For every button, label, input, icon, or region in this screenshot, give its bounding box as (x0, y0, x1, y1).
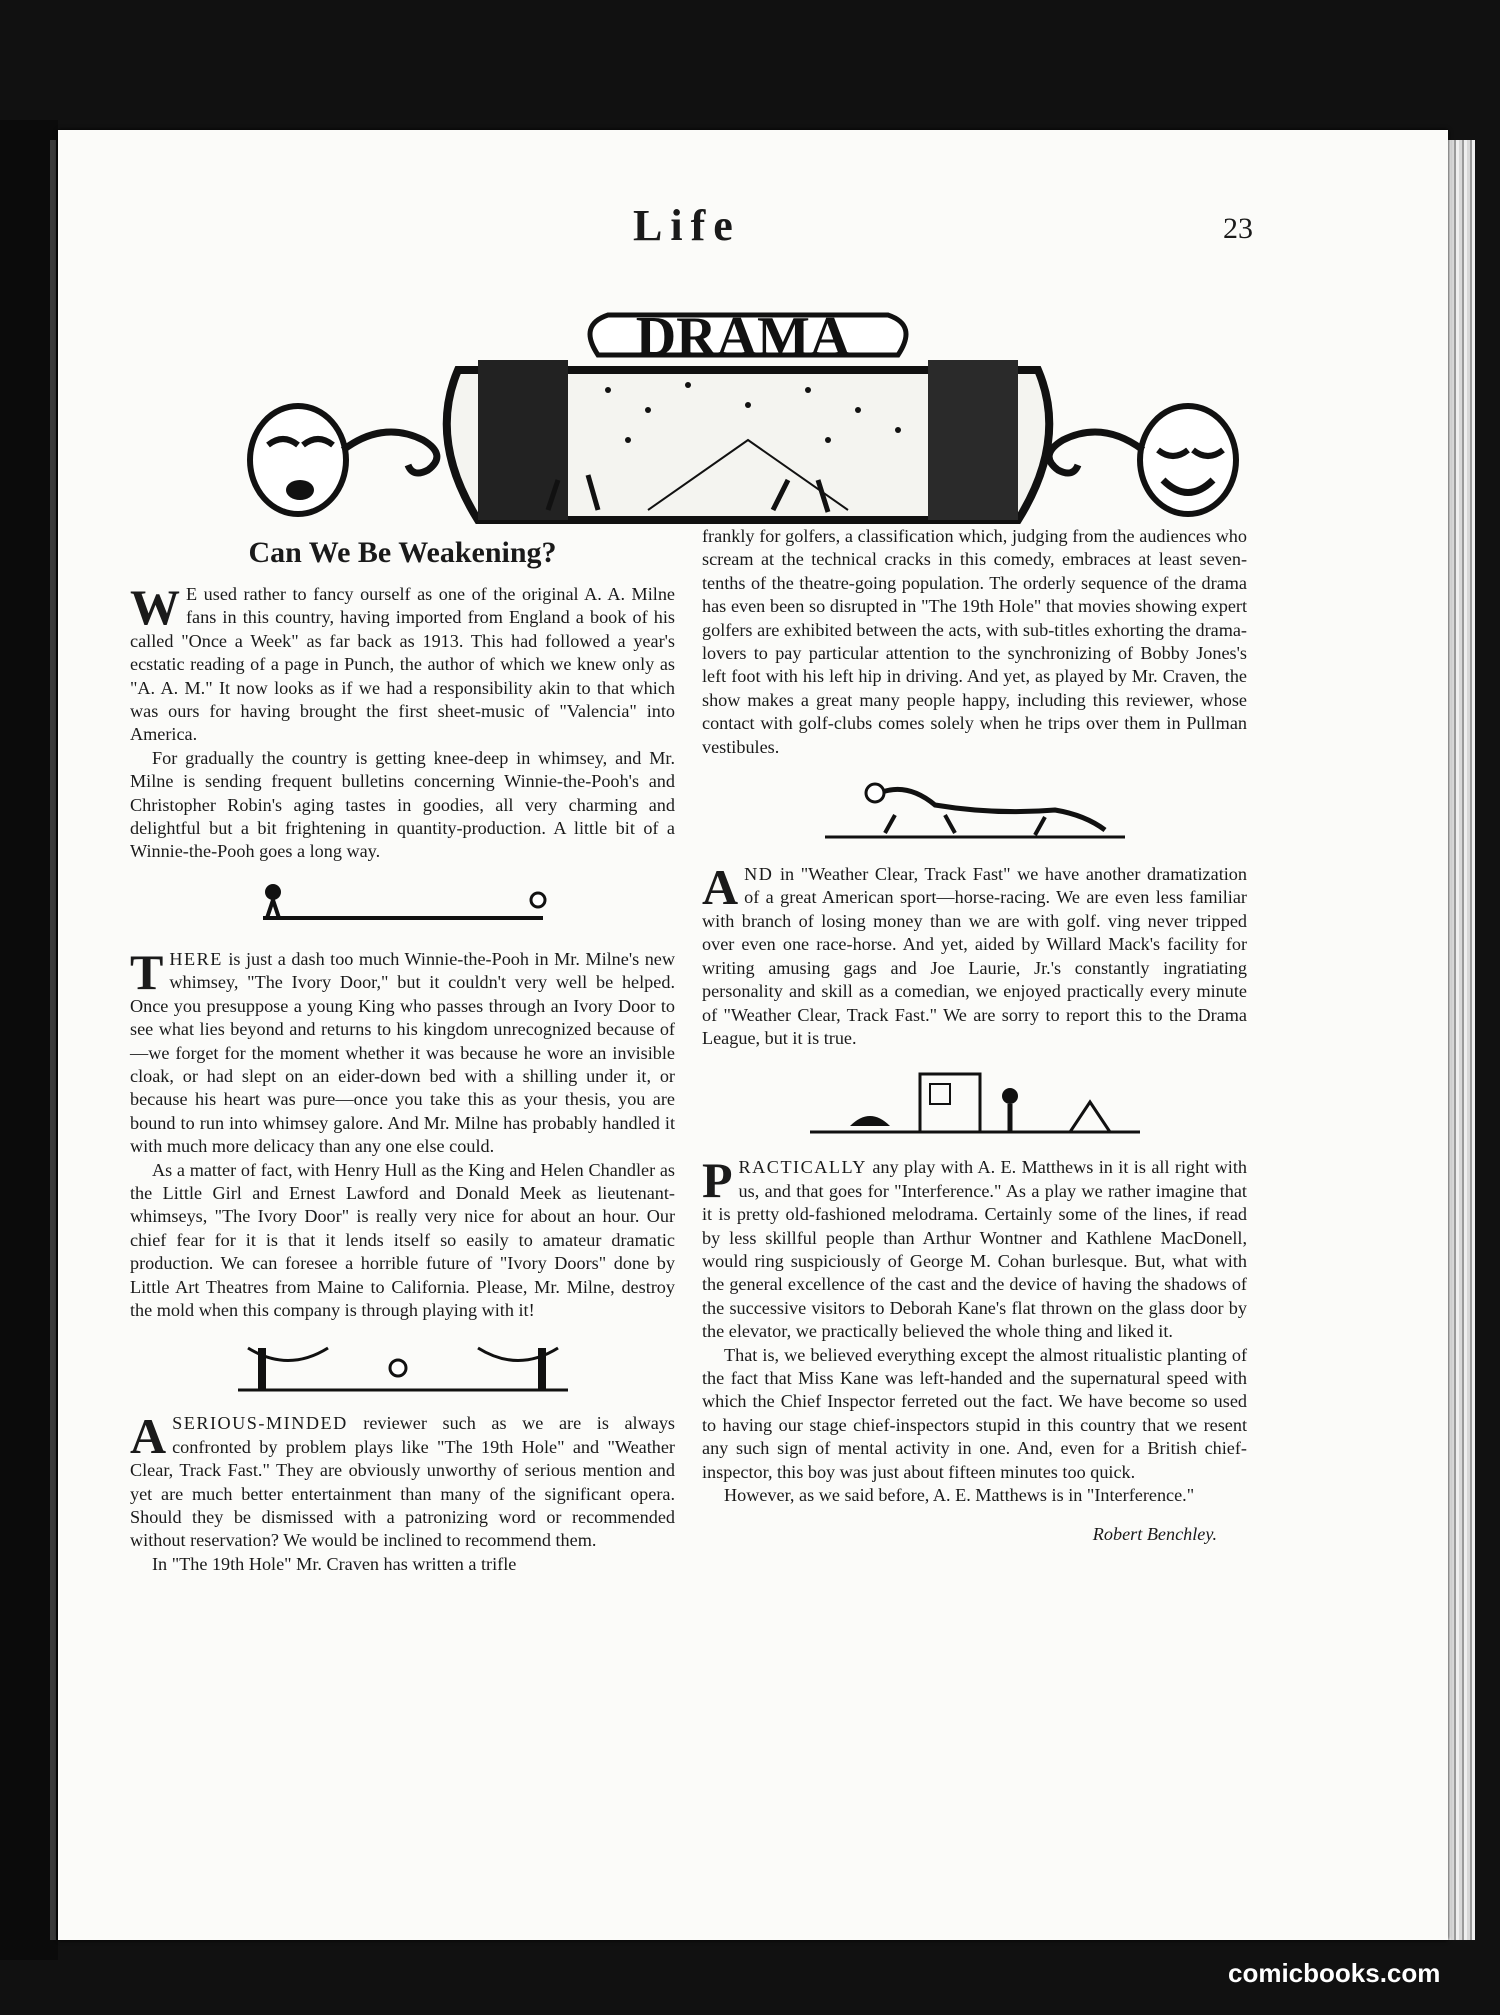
lead-word: RACTICALLY (738, 1157, 867, 1178)
drama-banner-illustration (228, 280, 1258, 530)
paragraph: frankly for golfers, a classification which, judging from the audiences who scream at the technical cracks in this comedy, embraces at least seven-tenths of the theatre-going population. The orderly sequence of the drama has even been so disrupted in "The 19th Hole" that movies showing expert golfers are exhibited between the acts, with sub-titles exhorting the drama-lovers to pay particular attention to the synchronizing of Bobby Jones's left foot with his left hip in driving. And yet, as played by Mr. Craven, the show makes a great many people happy, including this reviewer, whose contact with golf-clubs comes solely when he trips over them in Pullman vestibules. (702, 526, 1247, 757)
magazine-page (58, 130, 1448, 1940)
drop-cap: W (130, 579, 180, 635)
left-page-edge (50, 140, 56, 1940)
page-number: 23 (1223, 212, 1253, 245)
watermark: comicbooks.com (1228, 1958, 1441, 1988)
paragraph: In "The 19th Hole" Mr. Craven has written a trifle (152, 1553, 517, 1574)
right-column (702, 525, 1247, 1547)
article-headline: Can We Be Weakening? (248, 536, 557, 569)
paragraph-text: in "Weather Clear, Track Fast" we have another dramatization of a great American sport—horse-racing. We are even less familiar with branch of losing money than we are with golf. ving never tripped over even one race-horse. And yet, aided by Willard Mack's facility for writing amusing gags and Joe Laurie, Jr.'s constantly ingratiating personality and skill as a comedian, we enjoyed practically every minute of "Weather Clear, Track Fast." We are sorry to report this to the Drama League, but it is true. (702, 864, 1247, 1048)
author-signature: Robert Benchley. (1092, 1524, 1217, 1545)
paragraph (702, 859, 1247, 1050)
left-column (130, 525, 675, 1576)
drop-cap: P (702, 1152, 733, 1209)
paragraph: For gradually the country is getting knee-deep in whimsey, and Mr. Milne is sending frequent bulletins concerning Winnie-the-Pooh's and Christopher Robin's aging tastes in goodies, all very charming and delightful but a bit frightening in quantity-production. A little bit of a Winnie-the-Pooh goes a long way. (130, 747, 675, 862)
drop-cap: A (130, 1408, 167, 1465)
drop-cap: T (130, 943, 164, 1000)
horse-sketch-illustration (815, 775, 1135, 845)
pooh-sketch-illustration (243, 880, 563, 930)
lead-word: SERIOUS-MINDED (172, 1413, 348, 1434)
masthead: Life (633, 201, 741, 250)
paragraph: As a matter of fact, with Henry Hull as the King and Helen Chandler as the Little Girl and Ernest Lawford and Donald Meek as lieutenant-whimseys, "The Ivory Door" is really very nice for about an hour. Our chief fear for it is that it lends itself so easily to amateur dramatic production. We can foresee a horrible future of "Ivory Doors" done by Little Art Theatres from Maine to California. Please, Mr. Milne, destroy the mold when this company is through playing with it! (130, 1159, 675, 1320)
lead-word: ND (744, 864, 774, 885)
banner-title: DRAMA (635, 306, 851, 368)
paragraph: However, as we said before, A. E. Matthews is in "Interference." (724, 1485, 1195, 1505)
paragraph (130, 1408, 675, 1552)
tragedy-mask-icon (250, 406, 437, 514)
paragraph-text: E used rather to fancy ourself as one of the original A. A. Milne fans in this country, having imported from England a book of his called "Once a Week" as far back as 1913. This had followed a year's ecstatic reading of a page in Punch, the author of which we knew only as "A. A. M." It now looks as if we had a responsibility akin to that which was ours for having brought the first sheet-music of "Valencia" into America. (130, 584, 675, 745)
paragraph (702, 1152, 1247, 1343)
elevator-sketch-illustration (810, 1066, 1140, 1138)
paragraph-text: is just a dash too much Winnie-the-Pooh in Mr. Milne's new whimsey, "The Ivory Door," but it couldn't very well be helped. Once you presuppose a young King who passes through an Ivory Door to see what lies beyond and returns to his kingdom unrecognized because of—we forget for the moment whether it was because he wore an invisible cloak, or had slept on an eider-down bed with a shilling under it, or because his heart was pure—once you take this as your thesis, you are bound to run into whimsey galore. And Mr. Milne has probably handled it with much more delicacy than any one else could. (130, 948, 675, 1157)
paragraph-text: reviewer such as we are is always confronted by problem plays like "The 19th Hole" and "Weather Clear, Track Fast." They are obviously unworthy of serious mention and yet are much better entertainment than many of the significant opera. Should they be dismissed with a patronizing word or recommended without reservation? We would be inclined to recommend them. (130, 1413, 675, 1551)
lead-word: HERE (169, 948, 223, 969)
drop-cap: A (702, 859, 739, 916)
curtain-sketch-illustration (238, 1338, 568, 1394)
comedy-mask-icon (1049, 406, 1236, 514)
paragraph (130, 579, 675, 747)
paragraph: That is, we believed everything except the almost ritualistic planting of the fact that Miss Kane was left-handed and the supernatural speed with which the Chief Inspector ferreted out the fact. We have become so used to having our stage chief-inspectors stupid in this country that we resent any such sign of mental activity in one. And, even for a British chief-inspector, this boy was just about fifteen minutes too quick. (702, 1344, 1247, 1482)
paragraph (130, 943, 675, 1159)
paragraph-text: any play with A. E. Matthews in it is all right with us, and that goes for "Interference." As a play we rather imagine that it is pretty old-fashioned melodrama. Certainly some of the lines, if read by less skillful people than Arthur Wontner and Kathlene MacDonell, would ring suspiciously of George M. Cohan burlesque. But, what with the general excellence of the cast and the device of having the shadows of the successive visitors to Deborah Kane's flat thrown on the glass door by the elevator, we practically believed the whole thing and liked it. (702, 1157, 1247, 1342)
